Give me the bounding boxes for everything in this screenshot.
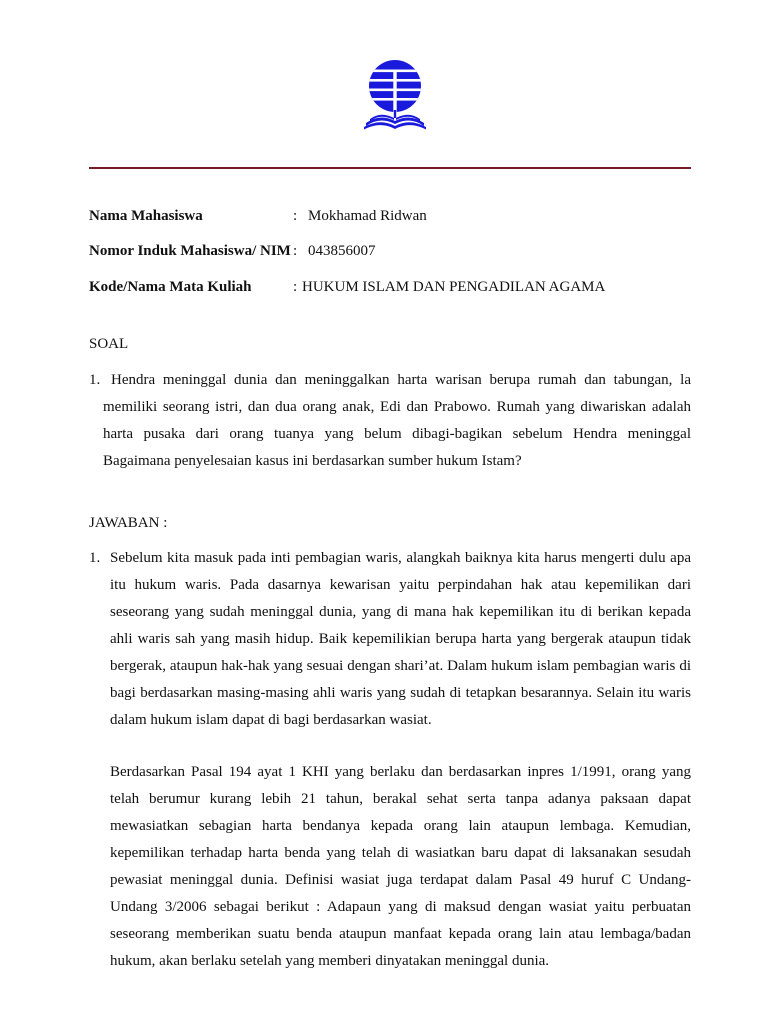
info-value: HUKUM ISLAM DAN PENGADILAN AGAMA: [302, 279, 606, 295]
info-colon: :: [293, 208, 298, 224]
info-label: Kode/Nama Mata Kuliah: [89, 279, 252, 295]
soal-item-text: Hendra meninggal dunia dan meninggalkan harta warisan berupa rumah dan tabungan, la memiliki seorang istri, dan dua orang anak, Edi dan Prabowo. Rumah yang diwariskan adalah harta pusaka dari orang tuanya yang belum dibagi-bagikan sebelum Hendra meninggal Bagaimana penyelesaian kasus ini berdasarkan sumber hukum Istam?: [103, 372, 691, 469]
header-divider: [89, 167, 691, 169]
open-university-globe-book-icon: [362, 57, 428, 131]
jawaban-heading: JAWABAN :: [89, 515, 168, 531]
soal-item-number: 1.: [89, 372, 101, 388]
info-value: 043856007: [308, 243, 376, 259]
info-label: Nama Mahasiswa: [89, 208, 203, 224]
jawaban-item-number: 1.: [89, 550, 101, 566]
jawaban-paragraph: Sebelum kita masuk pada inti pembagian waris, alangkah baiknya kita harus mengerti dulu apa itu hukum waris. Pada dasarnya kewarisan yaitu perpindahan hak atau kepemilikan dari seseorang yang sudah meninggal dunia, yang di mana hak kepemilikan itu di berikan kepada ahli waris sah yang masih hidup. Baik kepemilikian berupa harta yang bergerak ataupun tidak bergerak, ataupun hak-hak yang sesuai dengan shari’at. Dalam hukum islam pembagian waris di bagi berdasarkan masing-masing ahli waris yang sudah di tetapkan besarannya. Selain itu waris dalam hukum islam dapat di bagi berdasarkan wasiat.: [110, 550, 691, 728]
info-colon: :: [293, 243, 298, 259]
info-value: Mokhamad Ridwan: [308, 208, 427, 224]
info-label: Nomor Induk Mahasiswa/ NIM: [89, 243, 291, 259]
soal-heading: SOAL: [89, 336, 129, 352]
jawaban-paragraph: Berdasarkan Pasal 194 ayat 1 KHI yang berlaku dan berdasarkan inpres 1/1991, orang yang telah berumur kurang lebih 21 tahun, berakal sehat serta tanpa adanya paksaan dapat mewasiatkan sebagian harta bendanya kepada orang lain ataupun lembaga. Kemudian, kepemilikan terhadap harta benda yang telah di wasiatkan baru dapat di laksanakan sesudah pewasiat meninggal dunia. Definisi wasiat juga terdapat dalam Pasal 49 huruf C Undang-Undang 3/2006 sebagai berikut : Adapaun yang di maksud dengan wasiat yaitu perbuatan seseorang memberikan suatu benda ataupun manfaat kepada orang lain atau lembaga/badan hukum, akan berlaku setelah yang memberi dinyatakan meninggal dunia.: [110, 764, 691, 969]
info-colon: :: [293, 279, 298, 295]
